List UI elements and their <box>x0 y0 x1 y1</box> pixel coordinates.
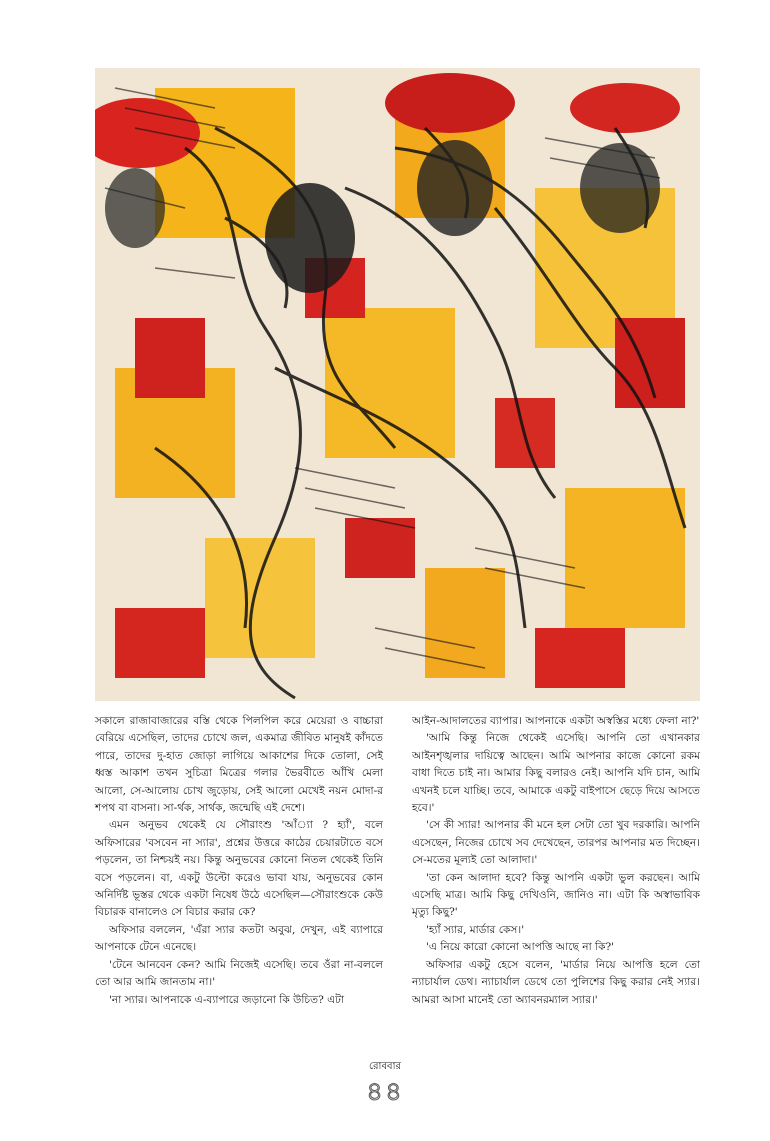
paragraph: 'না স্যার। আপনাকে এ-ব্যাপারে জড়ানো কি উচিত? এটা <box>109 993 345 1006</box>
paragraph: সকালে রাজাবাজারের বস্তি থেকে পিলপিল করে মেয়েরা ও বাচ্চারা বেরিয়ে এসেছিল, তাদের চোখে জল, একমাত্র জীবিত মানুষই কাঁদতে পারে, তাদের দু-হাত জোড়া লাগিয়ে আকাশের দিকে তোলা, সেই ধ্বস্ত আকাশ তখন সুচিত্রা মিত্রের গলার ভৈরবীতে আঁখি মেলা আলো, সে-আলোয় চোখ জুড়োয়, সেই আলো মেখেই নয়ন মোদা-র শপথ বা বাসনা। সা-র্থক, সার্থক, জন্মেছি এই দেশে। <box>95 715 383 815</box>
paragraph: অফিসার একটু হেসে বলেন, 'মার্ডার নিয়ে আপত্তি হলে তো ন্যাচার্যাল ডেথ। ন্যাচার্যাল ডেথে তো পুলিশের কিছু করার নেই স্যার। আমরা আসা মানেই তো অ্যাবনরম্যাল স্যার।' <box>412 958 700 1006</box>
illustration-art-icon <box>95 68 700 701</box>
article-left-column <box>95 713 383 1009</box>
page-number: ৪৪ <box>366 1077 404 1107</box>
sketch-illustration <box>95 68 700 701</box>
paragraph: 'সে কী স্যার! আপনার কী মনে হল সেটা তো খুব দরকারি। আপনি এসেছেন, নিজের চোখে সব দেখেছেন, তারপর আপনার মত দিচ্ছেন। সে-মতের মূল্যই তো আলাদা।' <box>412 819 700 867</box>
paragraph: 'তা কেন আলাদা হবে? কিন্তু আপনি একটা ভুল করছেন। আমি এসেছি মাত্র। আমি কিছু দেখিওনি, জানিও না। এটা কি অস্বাভাবিক মৃত্যু কিছু?' <box>412 871 700 919</box>
magazine-name: রোববার <box>369 1061 401 1072</box>
paragraph: 'এ নিয়ে কারো কোনো আপত্তি আছে না কি?' <box>426 941 615 954</box>
article-right-column <box>412 713 700 1009</box>
paragraph: 'টেনে আনবেন কেন? আমি নিজেই এসেছি। তবে ওঁরা না-বললে তো আর আমি জানতাম না।' <box>95 958 383 989</box>
paragraph: 'আমি কিন্তু নিজে থেকেই এসেছি। আপনি তো এখানকার আইনশৃঙ্খলার দায়িত্বে আছেন। আমি আপনার কাজে কোনো রকম বাধা দিতে চাই না। আমার কিছু বলারও নেই। আপনি যদি চান, আমি এখনই চলে যাচ্ছি। তবে, আমাকে একটু বাইপাসে ছেড়ে দিয়ে আসতে হবে।' <box>412 732 700 815</box>
paragraph: আইন-আদালতের ব্যাপার। আপনাকে একটা অস্বস্তির মধ্যে ফেলা না?' <box>412 715 700 727</box>
paragraph: অফিসার বললেন, 'এঁরা স্যার কতটা অবুঝ, দেখুন, এই ব্যাপারে আপনাকে টেনে এনেছে। <box>95 923 383 954</box>
paragraph: এমন অনুভব থেকেই যে সৌরাংশু 'আঁ্যা ? হ্যাঁ', বলে অফিসারের 'বসবেন না স্যার', প্রশ্নের উত্তরে কাঠের চেয়ারটাতে বসে পড়লেন, তা নিশ্চয়ই নয়। কিন্তু অনুভবের কোনো নিতল থেকেই তিনি বসে পড়লেন। বা, একটু উল্টো করেও ভাবা যায়, অনুভবের কোন অনির্দিষ্ট ভূস্তর থেকে একটা নিষেধ উঠে এসেছিল—সৌরাংশুকে কেউ বিচারক বানালেও সে বিচার করার কে? <box>95 819 383 919</box>
paragraph: 'হ্যাঁ স্যার, মার্ডার কেস।' <box>426 923 525 936</box>
